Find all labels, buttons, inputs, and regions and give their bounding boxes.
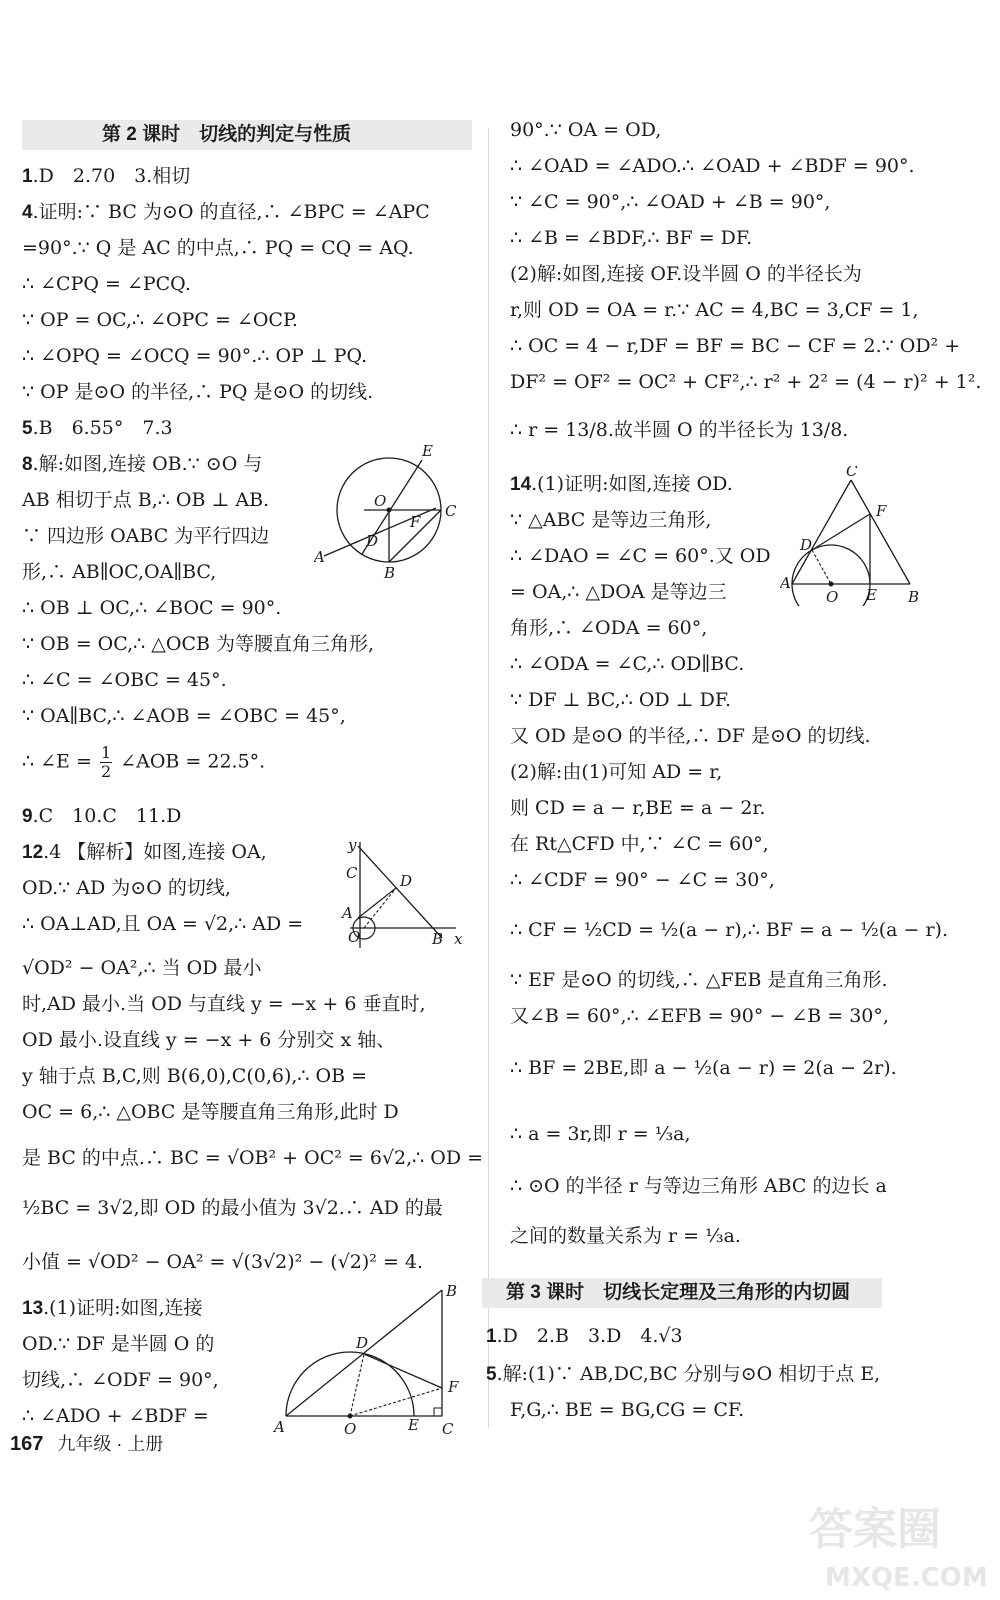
watermark-logo bbox=[805, 1488, 995, 1596]
q13-line: ∴ ∠ADO + ∠BDF = bbox=[22, 1405, 209, 1427]
q12-line: OD 最小.设直线 y = −x + 6 分别交 x 轴、 bbox=[22, 1029, 396, 1051]
fig12-label: A bbox=[342, 904, 353, 922]
fig14-label: C bbox=[846, 466, 858, 480]
fig13-label: F bbox=[448, 1378, 459, 1396]
q14-line: 之间的数量关系为 r = ⅓a. bbox=[510, 1225, 741, 1247]
fig12-label: x bbox=[454, 930, 463, 948]
q14-line: ∵ EF 是⊙O 的切线,∴ △FEB 是直角三角形. bbox=[510, 969, 888, 991]
figure-q12 bbox=[334, 836, 464, 956]
section-2-header bbox=[22, 120, 472, 150]
q13-cont-line: ∴ OC = 4 − r,DF = BF = BC − CF = 2.∵ OD² + bbox=[510, 335, 961, 357]
q14-line: ∴ BF = 2BE,即 a − ½(a − r) = 2(a − 2r). bbox=[510, 1057, 897, 1079]
fig14-label: A bbox=[780, 574, 791, 592]
q13-cont-line: (2)解:如图,连接 OF.设半圆 O 的半径长为 bbox=[510, 263, 862, 285]
fig8-label: F bbox=[410, 513, 421, 531]
q4-line: ∵ OP 是⊙O 的半径,∴ PQ 是⊙O 的切线. bbox=[22, 381, 374, 403]
section-3-header bbox=[482, 1278, 882, 1308]
fraction: $\frac{1}{2}$ bbox=[100, 743, 112, 781]
q14-line: ∴ ∠DAO = ∠C = 60°.又 OD bbox=[510, 545, 771, 567]
q14-line: ∴ a = 3r,即 r = ⅓a, bbox=[510, 1123, 691, 1145]
answers-9-11: 9.C 10.C 11.D bbox=[22, 805, 182, 827]
page-number: 167 bbox=[10, 1433, 44, 1455]
q8-last-line: ∴ ∠E = $\frac{1}{2}$ ∠AOB = 22.5°. bbox=[22, 743, 266, 781]
q14-line: = OA,∴ △DOA 是等边三 bbox=[510, 581, 727, 603]
page-footer bbox=[10, 1430, 163, 1456]
q14-line: ∴ ∠CDF = 90° − ∠C = 30°, bbox=[510, 869, 775, 891]
grade-label: 九年级 · 上册 bbox=[57, 1434, 164, 1454]
watermark-top: 答案圈 bbox=[809, 1504, 941, 1555]
q5-line: 5.解:(1)∵ AB,DC,BC 分别与⊙O 相切于点 E, bbox=[486, 1363, 881, 1385]
fig14-label: F bbox=[876, 502, 887, 520]
fig8-label: E bbox=[422, 444, 433, 460]
watermark bbox=[805, 1488, 995, 1596]
fig13-label: C bbox=[442, 1420, 454, 1438]
fig13-label: O bbox=[344, 1420, 357, 1438]
fig12-label: O bbox=[348, 928, 361, 946]
q8-line: ∴ ∠C = ∠OBC = 45°. bbox=[22, 669, 227, 691]
fig13-label: A bbox=[274, 1418, 285, 1436]
q8-line: 形,∴ AB∥OC,OA∥BC, bbox=[22, 561, 217, 583]
q13-cont-line: ∵ ∠C = 90°,∴ ∠OAD + ∠B = 90°, bbox=[510, 191, 831, 213]
q14-line: 14.(1)证明:如图,连接 OD. bbox=[510, 473, 733, 495]
q4-line: ∴ ∠CPQ = ∠PCQ. bbox=[22, 273, 191, 295]
q14-line: (2)解:由(1)可知 AD = r, bbox=[510, 761, 723, 783]
fig12-label: y bbox=[348, 836, 357, 854]
q8-line: AB 相切于点 B,∴ OB ⊥ AB. bbox=[22, 489, 270, 511]
q8-line: ∴ OB ⊥ OC,∴ ∠BOC = 90°. bbox=[22, 597, 282, 619]
q13-line: 13.(1)证明:如图,连接 bbox=[22, 1297, 203, 1319]
answers-1-3: 1.D 2.70 3.相切 bbox=[22, 165, 191, 187]
q13-line: 切线,∴ ∠ODF = 90°, bbox=[22, 1369, 219, 1391]
q14-line: ∴ ∠ODA = ∠C,∴ OD∥BC. bbox=[510, 653, 745, 675]
fig13-label: D bbox=[356, 1334, 369, 1352]
fig13-label: E bbox=[408, 1416, 419, 1434]
q14-line: 又 OD 是⊙O 的半径,∴ DF 是⊙O 的切线. bbox=[510, 725, 871, 747]
q8-line: 8.解:如图,连接 OB.∵ ⊙O 与 bbox=[22, 453, 263, 475]
q14-line: 则 CD = a − r,BE = a − 2r. bbox=[510, 797, 766, 819]
watermark-bottom: MXQE.COM bbox=[825, 1563, 988, 1593]
fig14-label: E bbox=[866, 586, 877, 604]
fig8-label: A bbox=[314, 548, 325, 566]
q14-line: 又∠B = 60°,∴ ∠EFB = 90° − ∠B = 30°, bbox=[510, 1005, 889, 1027]
q14-line: 角形,∴ ∠ODA = 60°, bbox=[510, 617, 708, 639]
q8-line: ∵ OB = OC,∴ △OCB 为等腰直角三角形, bbox=[22, 633, 375, 655]
q14-line: ∴ CF = ½CD = ½(a − r),∴ BF = a − ½(a − r). bbox=[510, 919, 949, 941]
fig13-label: B bbox=[446, 1282, 458, 1300]
q8-line: ∵ 四边形 OABC 为平行四边 bbox=[22, 525, 270, 547]
fig14-label: B bbox=[908, 588, 920, 606]
figure-q8 bbox=[314, 444, 474, 584]
q8-line: ∵ OA∥BC,∴ ∠AOB = ∠OBC = 45°, bbox=[22, 705, 346, 727]
q12-line: 时,AD 最小.当 OD 与直线 y = −x + 6 垂直时, bbox=[22, 993, 426, 1015]
q12-line: √OD² − OA²,∴ 当 OD 最小 bbox=[22, 957, 262, 979]
q13-cont-line: DF² = OF² = OC² + CF²,∴ r² + 2² = (4 − r)² + 1². bbox=[510, 371, 982, 393]
fig14-label: D bbox=[800, 536, 813, 554]
q12-line: OC = 6,∴ △OBC 是等腰直角三角形,此时 D bbox=[22, 1101, 399, 1123]
q12-line: 小值 = √OD² − OA² = √(3√2)² − (√2)² = 4. bbox=[22, 1251, 424, 1273]
q4-line: =90°.∵ Q 是 AC 的中点,∴ PQ = CQ = AQ. bbox=[22, 237, 414, 259]
fig8-label: C bbox=[445, 502, 457, 520]
fig8-label: D bbox=[366, 532, 379, 550]
q12-line: ∴ OA⊥AD,且 OA = √2,∴ AD = bbox=[22, 913, 304, 935]
q12-line: OD.∵ AD 为⊙O 的切线, bbox=[22, 877, 231, 899]
q4-line: 4.证明:∵ BC 为⊙O 的直径,∴ ∠BPC = ∠APC bbox=[22, 201, 430, 223]
q13-cont-line: 90°.∵ OA = OD, bbox=[510, 119, 662, 141]
q5-line: F,G,∴ BE = BG,CG = CF. bbox=[510, 1399, 745, 1421]
fig8-label: O bbox=[374, 492, 387, 510]
q14-line: ∵ DF ⊥ BC,∴ OD ⊥ DF. bbox=[510, 689, 732, 711]
figure-q14 bbox=[780, 466, 965, 606]
q14-line: ∴ ⊙O 的半径 r 与等边三角形 ABC 的边长 a bbox=[510, 1175, 887, 1197]
q12-line: y 轴于点 B,C,则 B(6,0),C(0,6),∴ OB = bbox=[22, 1065, 368, 1087]
answers-5-7: 5.B 6.55° 7.3 bbox=[22, 417, 173, 439]
fig8-label: B bbox=[384, 564, 396, 582]
q13-cont-line: ∴ ∠OAD = ∠ADO.∴ ∠OAD + ∠BDF = 90°. bbox=[510, 155, 915, 177]
fig12-label: D bbox=[400, 872, 413, 890]
answers-1-4: 1.D 2.B 3.D 4.√3 bbox=[486, 1325, 683, 1347]
fig12-label: B bbox=[432, 930, 444, 948]
q4-line: ∵ OP = OC,∴ ∠OPC = ∠OCP. bbox=[22, 309, 298, 331]
column-divider bbox=[488, 128, 489, 1428]
q4-line: ∴ ∠OPQ = ∠OCQ = 90°.∴ OP ⊥ PQ. bbox=[22, 345, 368, 367]
q13-cont-line: ∴ ∠B = ∠BDF,∴ BF = DF. bbox=[510, 227, 753, 249]
figure-q13 bbox=[270, 1278, 480, 1438]
fig12-label: C bbox=[346, 864, 358, 882]
q12-line: 是 BC 的中点.∴ BC = √OB² + OC² = 6√2,∴ OD = bbox=[22, 1147, 484, 1169]
q12-line: ½BC = 3√2,即 OD 的最小值为 3√2.∴ AD 的最 bbox=[22, 1197, 443, 1219]
q13-last-line: ∴ r = 13/8.故半圆 O 的半径长为 13/8. bbox=[510, 419, 849, 441]
q13-line: OD.∵ DF 是半圆 O 的 bbox=[22, 1333, 215, 1355]
q14-line: ∵ △ABC 是等边三角形, bbox=[510, 509, 712, 531]
fig14-label: O bbox=[826, 588, 839, 606]
section-3-title: 第 3 课时 切线长定理及三角形的内切圆 bbox=[506, 1282, 851, 1303]
q12-line: 12.4 【解析】如图,连接 OA, bbox=[22, 841, 267, 863]
q14-line: 在 Rt△CFD 中,∵ ∠C = 60°, bbox=[510, 833, 769, 855]
q13-cont-line: r,则 OD = OA = r.∵ AC = 4,BC = 3,CF = 1, bbox=[510, 299, 919, 321]
section-2-title: 第 2 课时 切线的判定与性质 bbox=[102, 124, 352, 145]
